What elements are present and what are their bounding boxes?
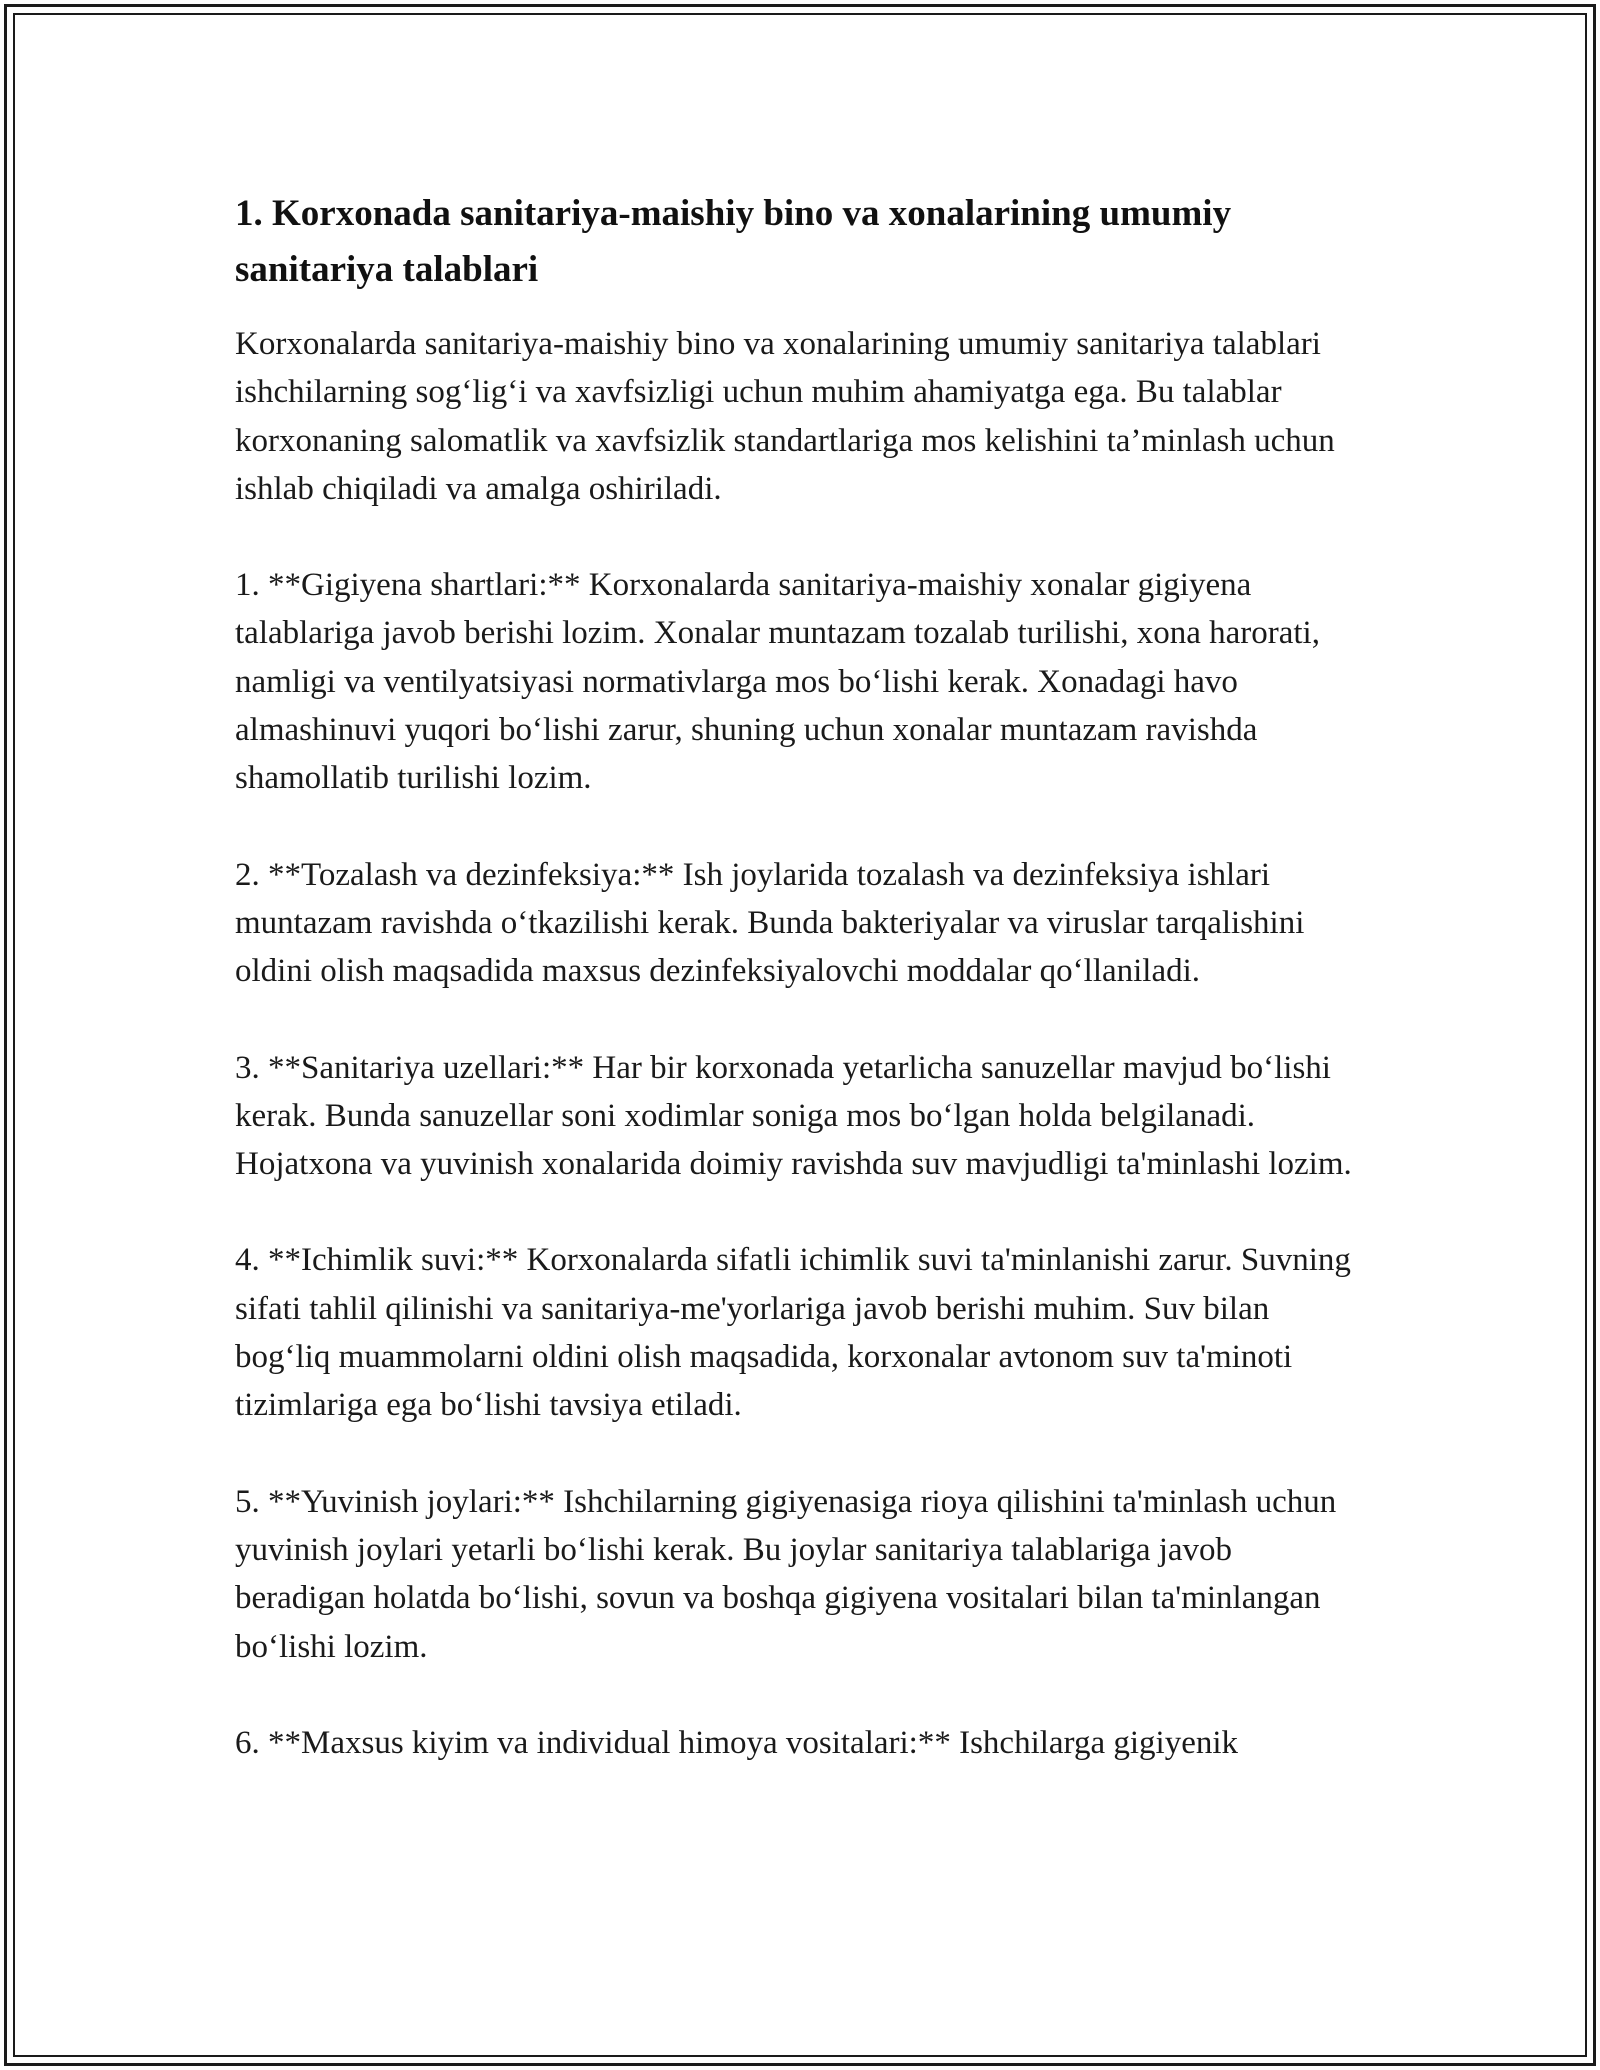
section-heading: 1. Korxonada sanitariya-maishiy bino va xonalarining umumiy sanitariya talablari — [235, 193, 1232, 290]
paragraph-drinking-water: 4. **Ichimlik suvi:** Korxonalarda sifatli ichimlik suvi ta'minlanishi zarur. Suvning sifati tahlil qilinishi va sanitariya-me'yorlariga javob berishi muhim. Suv bilan bog‘liq muammolarni oldini olish maqsadida, korxonalar avtonom suv ta'minoti tizimlariga ega bo‘lishi tavsiya etiladi. — [235, 1242, 1351, 1424]
document-body — [235, 186, 1370, 1815]
paragraph-cleaning-disinfection: 2. **Tozalash va dezinfeksiya:** Ish joylarida tozalash va dezinfeksiya ishlari muntazam ravishda o‘tkazilishi kerak. Bunda bakteriyalar va viruslar tarqalishini oldini olish maqsadida maxsus dezinfeksiyalovchi moddalar qo‘llaniladi. — [235, 856, 1305, 990]
paragraph-sanitary-units: 3. **Sanitariya uzellari:** Har bir korxonada yetarlicha sanuzellar mavjud bo‘lishi kerak. Bunda sanuzellar soni xodimlar soniga mos bo‘lgan holda belgilanadi. Hojatxona va yuvinish xonalarida doimiy ravishda suv mavjudligi ta'minlashi lozim. — [235, 1049, 1352, 1183]
paragraph-protective-clothing: 6. **Maxsus kiyim va individual himoya vositalari:** Ishchilarga gigiyenik — [235, 1724, 1239, 1761]
intro-paragraph: Korxonalarda sanitariya-maishiy bino va xonalarining umumiy sanitariya talablari ishchilarning sog‘lig‘i va xavfsizligi uchun muhim ahamiyatga ega. Bu talablar korxonaning salomatlik va xavfsizlik standartlariga mos kelishini ta’minlash uchun ishlab chiqiladi va amalga oshiriladi. — [235, 326, 1335, 507]
paragraph-hygiene-conditions: 1. **Gigiyena shartlari:** Korxonalarda sanitariya-maishiy xonalar gigiyena talablariga javob berishi lozim. Xonalar muntazam tozalab turilishi, xona harorati, namligi va ventilyatsiyasi normativlarga mos bo‘lishi kerak. Xonadagi havo almashinuvi yuqori bo‘lishi zarur, shuning uchun xonalar muntazam ravishda shamollatib turilishi lozim. — [235, 567, 1320, 797]
paragraph-washing-areas: 5. **Yuvinish joylari:** Ishchilarning gigiyenasiga rioya qilishini ta'minlash uchun yuvinish joylari yetarli bo‘lishi kerak. Bu joylar sanitariya talablariga javob beradigan holatda bo‘lishi, sovun va boshqa gigiyena vositalari bilan ta'minlangan bo‘lishi lozim. — [235, 1483, 1337, 1665]
